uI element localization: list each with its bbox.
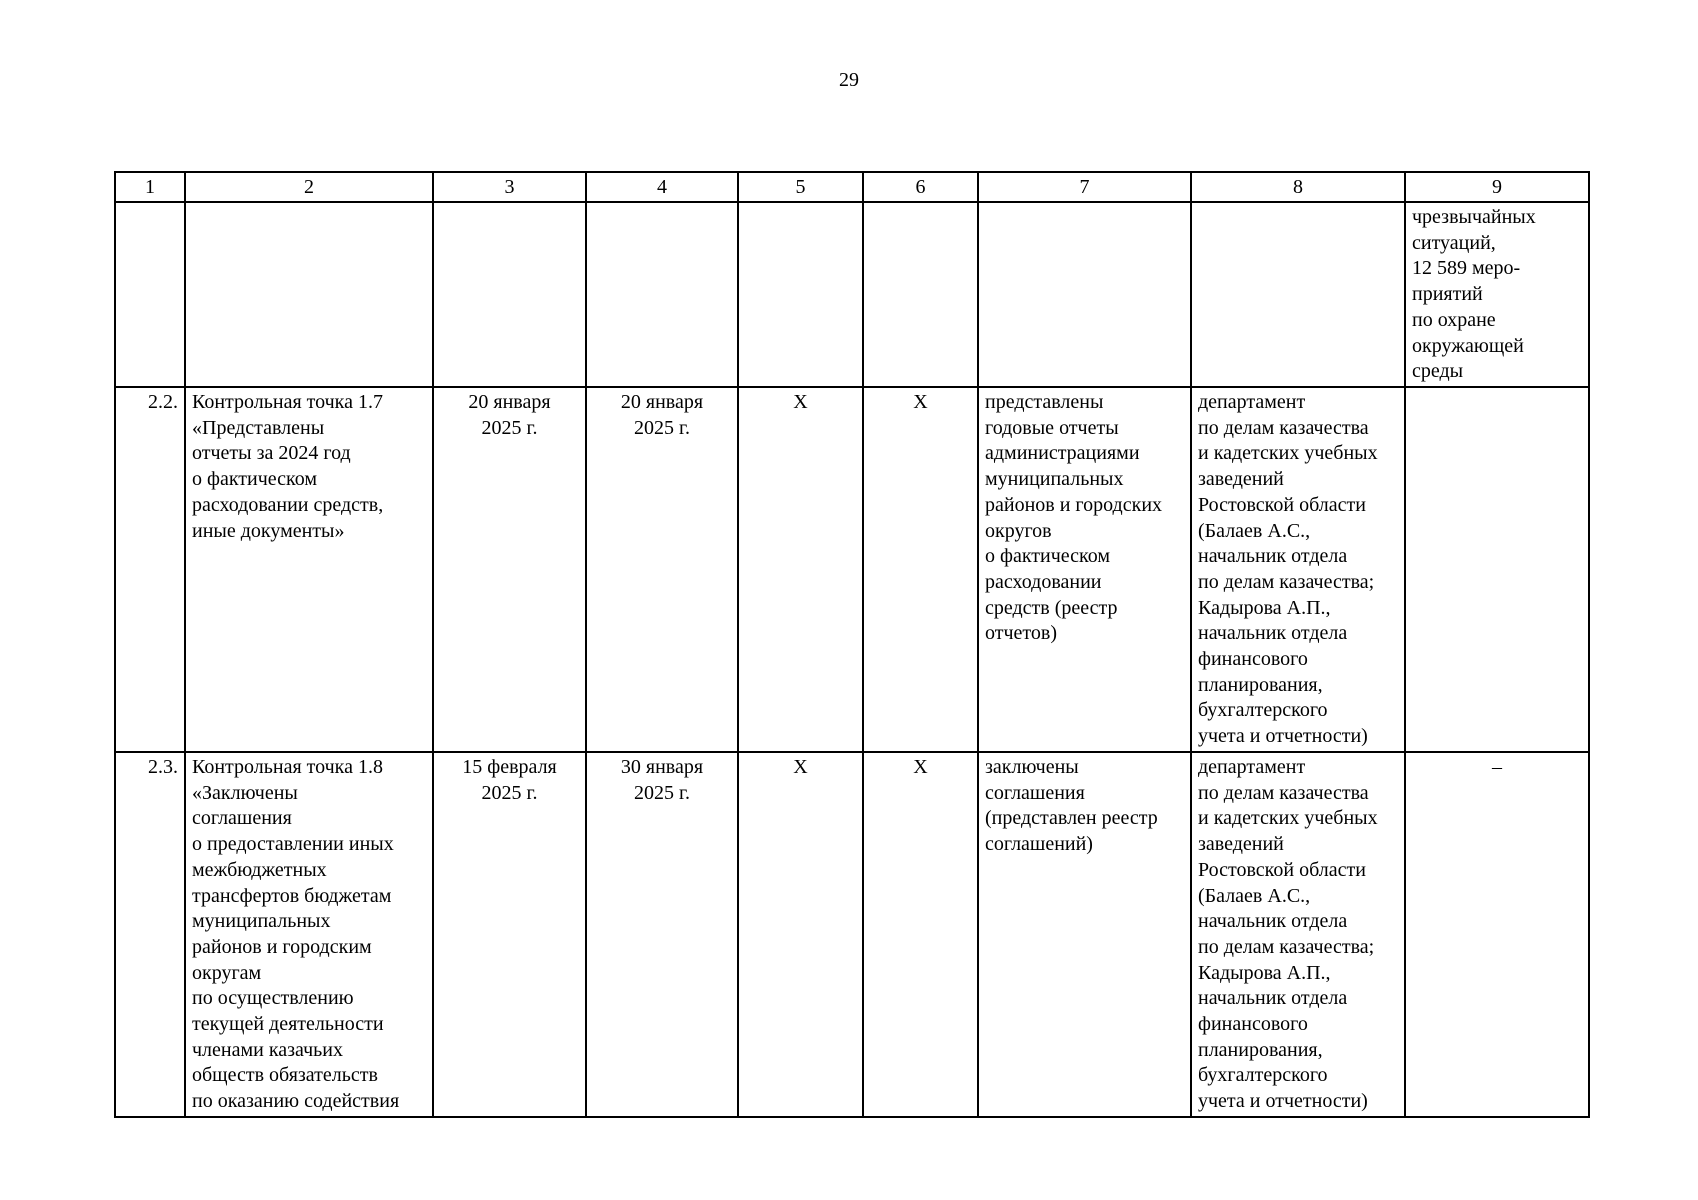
table-row-continuation — [115, 202, 1589, 387]
responsible-cell: департамент по делам казачества и кадетских учебных заведений Ростовской области (Балаев А.С., начальник отдела по делам казачества; Кадырова А.П., начальник отдела финансового планирования, бухгалтерского учета и отчетности) — [1191, 752, 1405, 1117]
table-cell — [115, 202, 185, 387]
table-cell — [185, 202, 433, 387]
header-cell-7: 7 — [978, 172, 1191, 202]
table-row — [115, 387, 1589, 752]
responsible-cell: департамент по делам казачества и кадетских учебных заведений Ростовской области (Балаев А.С., начальник отдела по делам казачества; Кадырова А.П., начальник отдела финансового планирования, бухгалтерского учета и отчетности) — [1191, 387, 1405, 752]
table-cell — [433, 202, 586, 387]
col5-cell: X — [738, 387, 863, 752]
note-cell: чрезвычайных ситуаций, 12 589 меро- приятий по охране окружающей среды — [1405, 202, 1589, 387]
planned-date-cell: 15 февраля 2025 г. — [433, 752, 586, 1117]
table-header-row — [115, 172, 1589, 202]
control-point-name-cell: Контрольная точка 1.8 «Заключены соглашения о предоставлении иных межбюджетных трансфертов бюджетам муниципальных районов и городским округам по осуществлению текущей деятельности членами казачьих обществ обязательств по оказанию содействия — [185, 752, 433, 1117]
table-cell — [978, 202, 1191, 387]
header-cell-1: 1 — [115, 172, 185, 202]
actual-date-cell: 20 января 2025 г. — [586, 387, 738, 752]
col6-cell: X — [863, 387, 978, 752]
result-cell: заключены соглашения (представлен реестр соглашений) — [978, 752, 1191, 1117]
table-cell — [738, 202, 863, 387]
col6-cell: X — [863, 752, 978, 1117]
note-cell: – — [1405, 752, 1589, 1117]
planned-date-cell: 20 января 2025 г. — [433, 387, 586, 752]
control-point-name-cell: Контрольная точка 1.7 «Представлены отчеты за 2024 год о фактическом расходовании средств, иные документы» — [185, 387, 433, 752]
header-cell-3: 3 — [433, 172, 586, 202]
result-cell: представлены годовые отчеты администрациями муниципальных районов и городских округов о фактическом расходовании средств (реестр отчетов) — [978, 387, 1191, 752]
header-cell-8: 8 — [1191, 172, 1405, 202]
header-cell-2: 2 — [185, 172, 433, 202]
row-number-cell: 2.2. — [115, 387, 185, 752]
note-cell — [1405, 387, 1589, 752]
table-row — [115, 752, 1589, 1117]
page-number: 29 — [839, 69, 859, 91]
header-cell-5: 5 — [738, 172, 863, 202]
table-cell — [1191, 202, 1405, 387]
control-points-table — [114, 171, 1590, 1118]
row-number-cell: 2.3. — [115, 752, 185, 1117]
header-cell-6: 6 — [863, 172, 978, 202]
col5-cell: X — [738, 752, 863, 1117]
table-cell — [863, 202, 978, 387]
table-cell — [586, 202, 738, 387]
header-cell-9: 9 — [1405, 172, 1589, 202]
header-cell-4: 4 — [586, 172, 738, 202]
actual-date-cell: 30 января 2025 г. — [586, 752, 738, 1117]
